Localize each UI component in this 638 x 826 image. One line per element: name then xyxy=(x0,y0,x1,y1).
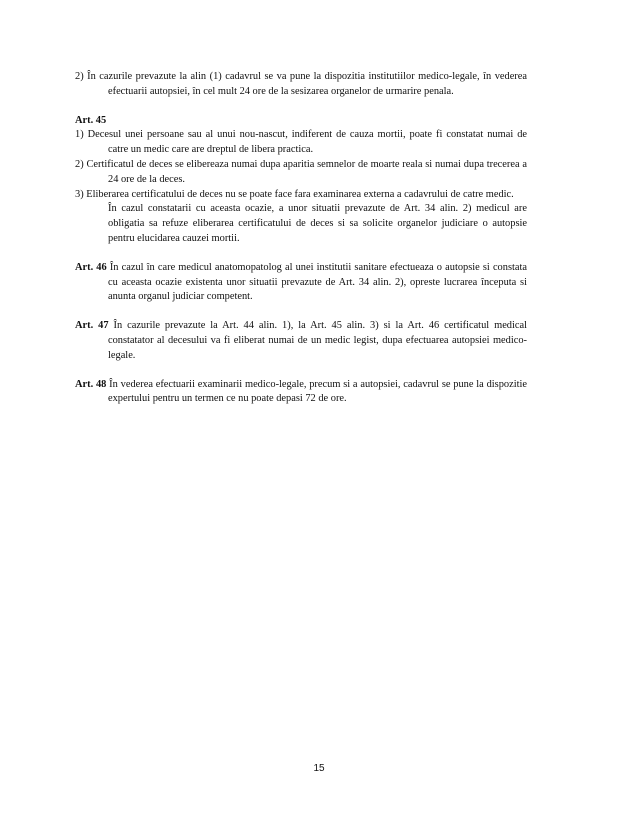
paragraph-art45-alin3: 3) Eliberarea certificatului de deces nu se poate face fara examinarea externa a cadavrului de catre medic. xyxy=(75,188,514,200)
article-label-47: Art. 47 xyxy=(75,320,109,332)
paragraph-art45-alin3-continued: În cazul constatarii cu aceasta ocazie, a unor situatii prevazute de Art. 34 alin. 2) medicul are obligatia sa refuze eliberarea certificatului de deces si sa solicite organelor judiciare o autopsie pentru elucidarea cauzei mortii. xyxy=(108,203,527,244)
paragraph-art44-alin2: 2) În cazurile prevazute la alin (1) cadavrul se va pune la dispozitia institutiilor medico-legale, în vederea efectuarii autopsiei, în cel mult 24 ore de la sesizarea organelor de urmarire penala. xyxy=(75,71,527,97)
document-body xyxy=(75,70,527,407)
article-text-46: În cazul în care medicul anatomopatolog al unei institutii sanitare efectueaza o autopsie si constata cu aceasta ocazie existenta unor situatii prevazute de Art. 34 alin. 2), opreste lucrarea începuta si anunta organul judiciar competent. xyxy=(106,261,527,303)
page-number: 15 xyxy=(313,763,325,774)
article-text-47: În cazurile prevazute la Art. 44 alin. 1), la Art. 45 alin. 3) si la Art. 46 certificatul medical constatator al decesului va fi eliberat numai de un medic legist, dupa efectuarea autopsiei medico-legale. xyxy=(108,320,527,361)
paragraph-art48 xyxy=(75,378,527,408)
article-text-48: În vederea efectuarii examinarii medico-legale, precum si a autopsiei, cadavrul se pune la dispozitie expertului pentru un termen ce nu poate depasi 72 de ore. xyxy=(106,378,527,405)
paragraph-art46 xyxy=(75,261,527,305)
paragraph-art47 xyxy=(75,319,527,363)
article-label-46: Art. 46 xyxy=(75,261,107,273)
article-label-48: Art. 48 xyxy=(75,378,107,390)
paragraph-art45-alin1: 1) Decesul unei persoane sau al unui nou-nascut, indiferent de cauza mortii, poate fi constatat numai de catre un medic care are dreptul de libera practica. xyxy=(75,129,527,156)
paragraph-art45-alin2: 2) Certificatul de deces se elibereaza numai dupa aparitia semnelor de moarte reala si numai dupa trecerea a 24 ore de la deces. xyxy=(75,158,527,185)
heading-art45: Art. 45 xyxy=(75,114,107,126)
